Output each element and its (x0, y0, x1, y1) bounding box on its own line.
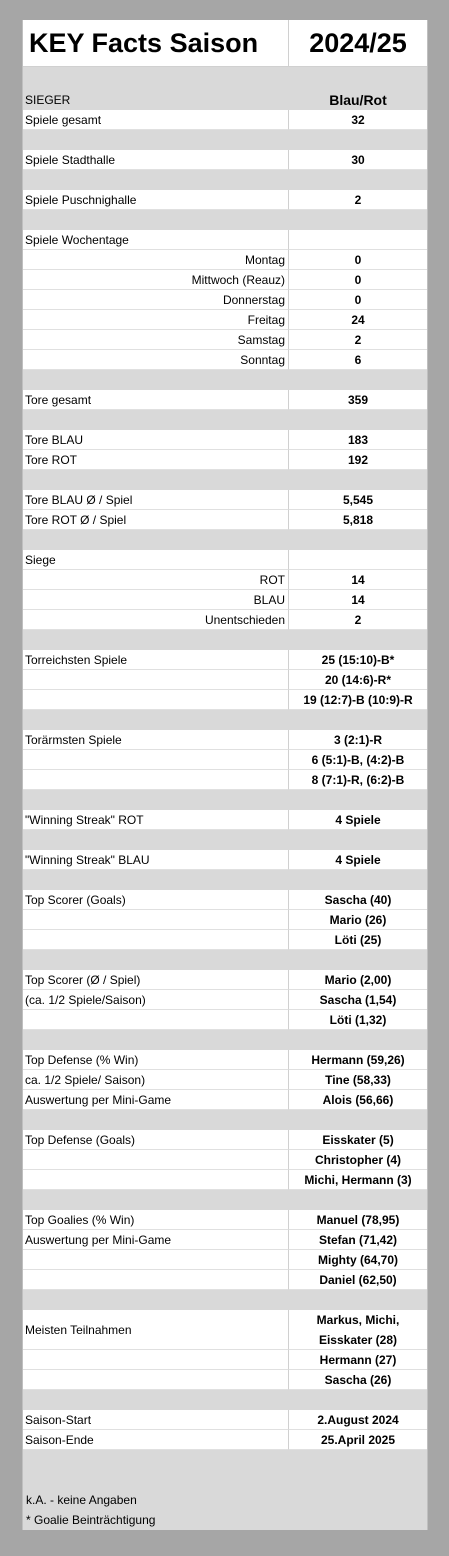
row-value: Sascha (40) (289, 890, 427, 910)
row-label (23, 930, 289, 950)
row-label (23, 670, 289, 690)
row-value: Löti (25) (289, 930, 427, 950)
row-value: Tine (58,33) (289, 1070, 427, 1090)
table-row (23, 390, 427, 410)
table-row (23, 1050, 427, 1070)
row-value: Mario (26) (289, 910, 427, 930)
row-label (23, 1150, 289, 1170)
table-row (23, 1250, 427, 1270)
table-row (23, 810, 427, 830)
title-row (23, 20, 427, 67)
row-value: 20 (14:6)-R* (289, 670, 427, 690)
row-value: Eisskater (5) (289, 1130, 427, 1150)
table-row (23, 350, 427, 370)
row-label: Top Goalies (% Win) (23, 1210, 289, 1230)
row-value: Hermann (27) (289, 1350, 427, 1370)
key-facts-sheet (22, 20, 428, 1530)
row-label (23, 1350, 289, 1370)
row-value: 8 (7:1)-R, (6:2)-B (289, 770, 427, 790)
spacer-row (23, 710, 427, 730)
spacer-row (23, 1030, 427, 1050)
table-row (23, 890, 427, 910)
table-row (23, 1170, 427, 1190)
table-row (23, 610, 427, 630)
row-value: 5,818 (289, 510, 427, 530)
table-row (23, 230, 427, 250)
row-label (23, 770, 289, 790)
spacer-row (23, 630, 427, 650)
row-label (23, 1170, 289, 1190)
table-row (23, 910, 427, 930)
spacer-row (23, 67, 427, 90)
row-label: Torreichsten Spiele (23, 650, 289, 670)
row-label: Freitag (23, 310, 289, 330)
row-label: Auswertung per Mini-Game (23, 1230, 289, 1250)
table-row (23, 970, 427, 990)
row-value: 3 (2:1)-R (289, 730, 427, 750)
table-row (23, 770, 427, 790)
spacer-row (23, 830, 427, 850)
row-value: Alois (56,66) (289, 1090, 427, 1110)
table-row (23, 450, 427, 470)
row-value: 4 Spiele (289, 850, 427, 870)
footer-notes (23, 1450, 427, 1530)
table-row (23, 1130, 427, 1150)
row-value (289, 550, 427, 570)
row-label: (ca. 1/2 Spiele/Saison) (23, 990, 289, 1010)
row-value: 6 (289, 350, 427, 370)
row-value: 25.April 2025 (289, 1430, 427, 1450)
row-label: "Winning Streak" ROT (23, 810, 289, 830)
row-label: Meisten Teilnahmen (23, 1310, 289, 1350)
spacer-row (23, 1110, 427, 1130)
row-value: 2 (289, 190, 427, 210)
row-label: Top Defense (Goals) (23, 1130, 289, 1150)
footnote-goalie: * Goalie Beinträchtigung (26, 1513, 156, 1527)
row-label: Samstag (23, 330, 289, 350)
row-label: ca. 1/2 Spiele/ Saison) (23, 1070, 289, 1090)
row-label (23, 690, 289, 710)
row-label: Tore ROT Ø / Spiel (23, 510, 289, 530)
spacer-row (23, 1190, 427, 1210)
row-label: Mittwoch (Reauz) (23, 270, 289, 290)
row-value: Stefan (71,42) (289, 1230, 427, 1250)
row-value: Christopher (4) (289, 1150, 427, 1170)
row-label: Siege (23, 550, 289, 570)
spacer-row (23, 470, 427, 490)
table-row (23, 1370, 427, 1390)
row-value: 25 (15:10)-B* (289, 650, 427, 670)
table-row (23, 1270, 427, 1290)
spacer-row (23, 870, 427, 890)
row-value: 192 (289, 450, 427, 470)
table-row (23, 250, 427, 270)
table-row (23, 1070, 427, 1090)
row-label: Unentschieden (23, 610, 289, 630)
row-label (23, 1370, 289, 1390)
spacer-row (23, 950, 427, 970)
table-row (23, 190, 427, 210)
row-value: 2 (289, 610, 427, 630)
row-value: 2 (289, 330, 427, 350)
row-value: 14 (289, 590, 427, 610)
table-row (23, 1430, 427, 1450)
table-row (23, 330, 427, 350)
footnote-ka: k.A. - keine Angaben (26, 1493, 137, 1507)
table-row (23, 590, 427, 610)
spacer-row (23, 410, 427, 430)
row-value: Hermann (59,26) (289, 1050, 427, 1070)
table-row (23, 570, 427, 590)
table-row (23, 270, 427, 290)
row-value: 0 (289, 270, 427, 290)
row-label: BLAU (23, 590, 289, 610)
table-row (23, 1010, 427, 1030)
row-label: Saison-Start (23, 1410, 289, 1430)
row-value: 359 (289, 390, 427, 410)
row-label (23, 1250, 289, 1270)
table-row (23, 650, 427, 670)
row-value: 0 (289, 290, 427, 310)
row-label: Spiele Puschnighalle (23, 190, 289, 210)
table-row (23, 1230, 427, 1250)
row-label: Spiele Stadthalle (23, 150, 289, 170)
row-label: Auswertung per Mini-Game (23, 1090, 289, 1110)
table-row (23, 310, 427, 330)
spacer-row (23, 370, 427, 390)
row-value: 183 (289, 430, 427, 450)
table-row (23, 510, 427, 530)
row-label: "Winning Streak" BLAU (23, 850, 289, 870)
row-value: Mighty (64,70) (289, 1250, 427, 1270)
table-row (23, 990, 427, 1010)
table-row (23, 490, 427, 510)
row-value: 5,545 (289, 490, 427, 510)
table-row (23, 1410, 427, 1430)
row-label: Sonntag (23, 350, 289, 370)
row-value: 0 (289, 250, 427, 270)
row-value: Manuel (78,95) (289, 1210, 427, 1230)
row-value: 24 (289, 310, 427, 330)
table-row (23, 730, 427, 750)
row-label: SIEGER (23, 90, 289, 110)
table-row (23, 1150, 427, 1170)
table-row (23, 1090, 427, 1110)
row-value: Daniel (62,50) (289, 1270, 427, 1290)
table-row (23, 290, 427, 310)
facts-table (23, 67, 427, 1450)
row-value: Mario (2,00) (289, 970, 427, 990)
row-value-line: Markus, Michi, (316, 1312, 400, 1327)
season-title: 2024/25 (309, 27, 407, 58)
row-label: Tore BLAU (23, 430, 289, 450)
table-row (23, 110, 427, 130)
sheet-title: KEY Facts Saison (23, 20, 289, 66)
row-value (289, 1310, 427, 1350)
table-row (23, 850, 427, 870)
table-row (23, 150, 427, 170)
row-label: Torärmsten Spiele (23, 730, 289, 750)
row-label: Saison-Ende (23, 1430, 289, 1450)
spacer-row (23, 210, 427, 230)
row-label: Tore ROT (23, 450, 289, 470)
row-value: 14 (289, 570, 427, 590)
row-value: Blau/Rot (289, 90, 427, 110)
row-value: Sascha (1,54) (289, 990, 427, 1010)
row-label: Donnerstag (23, 290, 289, 310)
spacer-row (23, 790, 427, 810)
row-value: 32 (289, 110, 427, 130)
row-value: Sascha (26) (289, 1370, 427, 1390)
row-label: Spiele Wochentage (23, 230, 289, 250)
table-row (23, 1210, 427, 1230)
row-value: 6 (5:1)-B, (4:2)-B (289, 750, 427, 770)
row-label: Top Defense (% Win) (23, 1050, 289, 1070)
spacer-row (23, 530, 427, 550)
row-label: Top Scorer (Ø / Spiel) (23, 970, 289, 990)
spacer-row (23, 170, 427, 190)
row-label: Tore BLAU Ø / Spiel (23, 490, 289, 510)
spacer-row (23, 1390, 427, 1410)
table-row (23, 430, 427, 450)
row-value: 2.August 2024 (289, 1410, 427, 1430)
row-label (23, 910, 289, 930)
row-label: Montag (23, 250, 289, 270)
row-label: Top Scorer (Goals) (23, 890, 289, 910)
row-value-line: Eisskater (28) (318, 1332, 398, 1347)
row-value: Michi, Hermann (3) (289, 1170, 427, 1190)
row-value: 4 Spiele (289, 810, 427, 830)
row-value: 30 (289, 150, 427, 170)
table-row (23, 690, 427, 710)
table-row (23, 670, 427, 690)
table-row (23, 550, 427, 570)
row-label (23, 1270, 289, 1290)
row-label: Tore gesamt (23, 390, 289, 410)
row-label: ROT (23, 570, 289, 590)
table-row (23, 90, 427, 110)
row-value: 19 (12:7)-B (10:9)-R (289, 690, 427, 710)
row-label (23, 750, 289, 770)
row-label (23, 1010, 289, 1030)
spacer-row (23, 130, 427, 150)
table-row (23, 1310, 427, 1350)
table-row (23, 750, 427, 770)
table-row (23, 930, 427, 950)
row-value: Löti (1,32) (289, 1010, 427, 1030)
row-value (289, 230, 427, 250)
row-label: Spiele gesamt (23, 110, 289, 130)
table-row (23, 1350, 427, 1370)
spacer-row (23, 1290, 427, 1310)
